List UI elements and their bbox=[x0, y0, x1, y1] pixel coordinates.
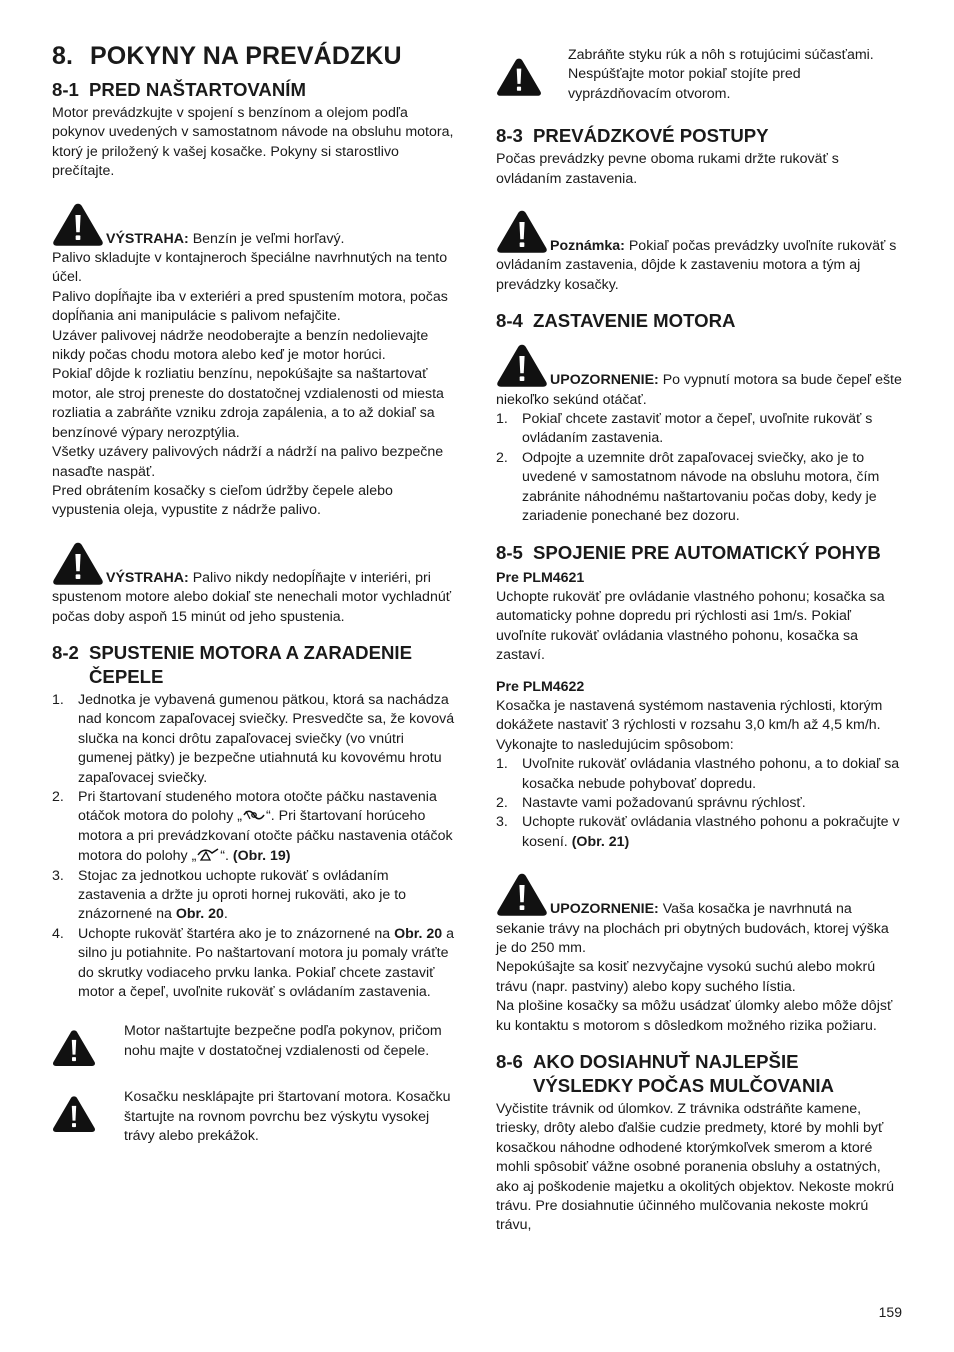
section-8-2-heading: 8-2 SPUSTENIE MOTORA A ZARADENIE ČEPELE bbox=[52, 641, 413, 687]
s81-para-1: Palivo dopĺňajte iba v exteriéri a pred spustením motora, počas dopĺňania ani manipulácie s palivom nefajčite. bbox=[52, 288, 448, 325]
s82-side-warning-2: Kosačku nesklápajte pri štartovaní motora. Kosačku štartujte na rovnom povrchu bez výskytu vysokej trávy alebo prekážok. bbox=[52, 1088, 460, 1146]
section-8-4-heading: 8-4 ZASTAVENIE MOTORA bbox=[496, 310, 736, 332]
list-item: 2. Pri štartovaní studeného motora otočte páčku nastavenia otáčok motora do polohy „ “. Pri štartovaní horúceho motora a pri prevádzkovaní otočte páčku nastavenia otáčok motora do polohy „ “. (Obr. 19) bbox=[52, 788, 453, 865]
warning-icon bbox=[496, 56, 542, 98]
s81-para-0: Palivo skladujte v kontajneroch špeciálne navrhnutých na tento účel. bbox=[52, 250, 448, 286]
page-number: 159 bbox=[878, 1304, 902, 1320]
s85-list bbox=[496, 755, 902, 852]
chapter-title: 8. POKYNY NA PREVÁDZKU bbox=[52, 42, 402, 70]
s81-para-3: Pokiaľ dôjde k rozliatiu benzínu, nepokúšajte sa naštartovať motor, ale stroj preneste do dostatočnej vzdialenosti od miesta rozliatia a zabráňte vzniku zdroja zapálenia, a to až dokiaľ sa benzínové výpary nerozptýlia. bbox=[52, 366, 444, 441]
section-8-5-heading: 8-5 SPOJENIE PRE AUTOMATICKÝ POHYB bbox=[496, 541, 881, 563]
s81-warning-1: VÝSTRAHA: Benzín je veľmi horľavý. bbox=[52, 202, 460, 249]
warning-icon bbox=[496, 343, 548, 388]
s85-warning: UPOZORNENIE: Vaša kosačka je navrhnutá na sekanie trávy na plochách pri obytných budovách, ktorej výška je do 250 mm. bbox=[496, 872, 902, 958]
left-column bbox=[52, 40, 460, 1147]
list-item: 4. Uchopte rukoväť štartéra ako je to znázornené na Obr. 20 a silno ju potiahnite. Po naštartovaní motora ju pomaly vráťte do skrutky vodiaceho prvku lanka. Pokiaľ chcete zastaviť motor a čepeľ, uvoľnite rukoväť s ovládaním zastavenia. bbox=[52, 925, 455, 1001]
s85-sub2-text: Kosačka je nastavená systémom nastavenia rýchlosti, ktorým dokážete nastaviť 3 rýchlosti v rozsahu 3,0 km/h až 4,5 km/h. bbox=[496, 697, 883, 734]
right-column bbox=[496, 46, 902, 1236]
s85-sub-plm4621: Pre PLM4621 bbox=[496, 569, 585, 586]
s81-para-4: Všetky uzávery palivových nádrží a nádrží na palivo bezpečne nasaďte naspäť. bbox=[52, 444, 444, 480]
s81-para-5: Pred obrátením kosačky s cieľom údržby čepele alebo vypustenia oleja, vypustite z nádrže palivo. bbox=[52, 482, 393, 519]
s84-warning: UPOZORNENIE: Po vypnutí motora sa bude čepeľ ešte niekoľko sekúnd otáčať. bbox=[496, 343, 902, 410]
warning-icon bbox=[52, 1028, 96, 1068]
s81-para-2: Uzáver palivovej nádrže neodoberajte a benzín nedolievajte nikdy počas chodu motora alebo keď je motor horúci. bbox=[52, 327, 429, 364]
s82-side-warning-1: Motor naštartujte bezpečne podľa pokynov, pričom nohu majte v dostatočnej vzdialenosti od čepele. bbox=[52, 1022, 460, 1068]
list-item: 1. Jednotka je vybavená gumenou pätkou, ktorá sa nachádza nad koncom zapaľovacej sviečky. Presvedčte sa, že kovová slučka na konci drôtu zapaľovacej sviečky (vo vnútri gumenej pätky) je bezpečne utiahnutá ku kovovému hrotu zapaľovacej sviečky. bbox=[52, 691, 455, 786]
s83-note: Poznámka: Pokiaľ počas prevádzky uvoľníte rukoväť s ovládaním zastavenia, dôjde k zastaveniu motora a tým aj prevádzky kosačky. bbox=[496, 209, 902, 295]
s82-list bbox=[52, 691, 460, 1003]
warning-icon bbox=[52, 541, 104, 586]
s86-text: Vyčistite trávnik od úlomkov. Z trávnika odstráňte kamene, triesky, drôty alebo ďalšie cudzie predmety, ktoré by mohli byť kosačkou náhodne odhodené ktorýmkoľvek smerom a ktoré mohli spôsobiť vážne osobné poranenia obsluhy a ostatných, ako aj poškodenie majetku a okolitých objektov. Nekoste mokrú trávu. Pre dosiahnutie účinného mulčovania nekoste mokrú trávu, bbox=[496, 1101, 894, 1234]
fast-symbol-icon bbox=[196, 846, 220, 862]
warning-icon bbox=[52, 1094, 96, 1134]
rotating-parts-warning: Zabráňte styku rúk a nôh s rotujúcimi súčasťami. Nespúšťajte motor pokiaľ stojíte pred vyprázdňovacím otvorom. bbox=[496, 46, 902, 104]
s85-para-0: Nepokúšajte sa kosiť nezvyčajne vysokú suchú alebo mokrú trávu (napr. pastviny) alebo kopy suchého lístia. bbox=[496, 959, 876, 995]
list-item: 1. Pokiaľ chcete zastaviť motor a čepeľ, uvoľnite rukoväť s ovládaním zastavenia. bbox=[496, 411, 873, 447]
list-item: 3. Stojac za jednotkou uchopte rukoväť s ovládaním zastavenia a držte ju oproti hornej rukoväti, ako je to znázornené na Obr. 20. bbox=[52, 867, 407, 923]
s81-intro: Motor prevádzkujte v spojení s benzínom a olejom podľa pokynov uvedených v samostatnom návode na obsluhu motora, ktorý je priložený k vašej kosačke. Pokyny si starostlivo prečítajte. bbox=[52, 105, 454, 180]
section-8-6-heading: 8-6 AKO DOSIAHNUŤ NAJLEPŠIE VÝSLEDKY POČAS MULČOVANIA bbox=[496, 1051, 834, 1097]
list-item: 2. Odpojte a uzemnite drôt zapaľovacej sviečky, ako je to uvedené v samostatnom návode na obsluhu motora, čím zabránite náhodnému naštartovaniu počas doby, kedy je zariadenie ponechané bez dozoru. bbox=[496, 449, 880, 525]
s85-sub-plm4622: Pre PLM4622 bbox=[496, 678, 585, 695]
section-8-3-heading: 8-3 PREVÁDZKOVÉ POSTUPY bbox=[496, 125, 769, 147]
warning-icon bbox=[496, 209, 548, 254]
s85-para-1: Na plošine kosačky sa môžu usádzať úlomky alebo môže dôjsť ku kontaktu s motorom s dôsledkom možného rizika požiaru. bbox=[496, 998, 893, 1034]
s85-sub1-text: Uchopte rukoväť pre ovládanie vlastného pohonu; kosačka sa automaticky pohne dopredu pri rýchlosti asi 1m/s. Pokiaľ uvoľníte rukoväť ovládania vlastného pohonu, kosačka sa zastaví. bbox=[496, 588, 885, 664]
choke-symbol-icon bbox=[242, 808, 266, 822]
section-8-1-heading: 8-1 PRED NAŠTARTOVANÍM bbox=[52, 79, 306, 100]
list-item: 3. Uchopte rukoväť ovládania vlastného pohonu a pokračujte v kosení. (Obr. 21) bbox=[496, 814, 900, 850]
warning-icon bbox=[52, 202, 104, 247]
warning-icon bbox=[496, 872, 548, 917]
list-item: 2. Nastavte vami požadovanú správnu rýchlosť. bbox=[496, 794, 806, 811]
s85-sub2-text2: Vykonajte to nasledujúcim spôsobom: bbox=[496, 736, 734, 753]
s83-intro: Počas prevádzky pevne oboma rukami držte rukoväť s ovládaním zastavenia. bbox=[496, 151, 839, 187]
list-item: 1. Uvoľnite rukoväť ovládania vlastného pohonu, a to dokiaľ sa kosačka nebude pohybovať dopredu. bbox=[496, 756, 900, 792]
s81-warning-2: VÝSTRAHA: Palivo nikdy nedopĺňajte v interiéri, pri spustenom motore alebo dokiaľ ste nenechali motor vychladnúť počas doby aspoň 15 minút od jeho spustenia. bbox=[52, 541, 460, 627]
s84-list bbox=[496, 410, 902, 526]
